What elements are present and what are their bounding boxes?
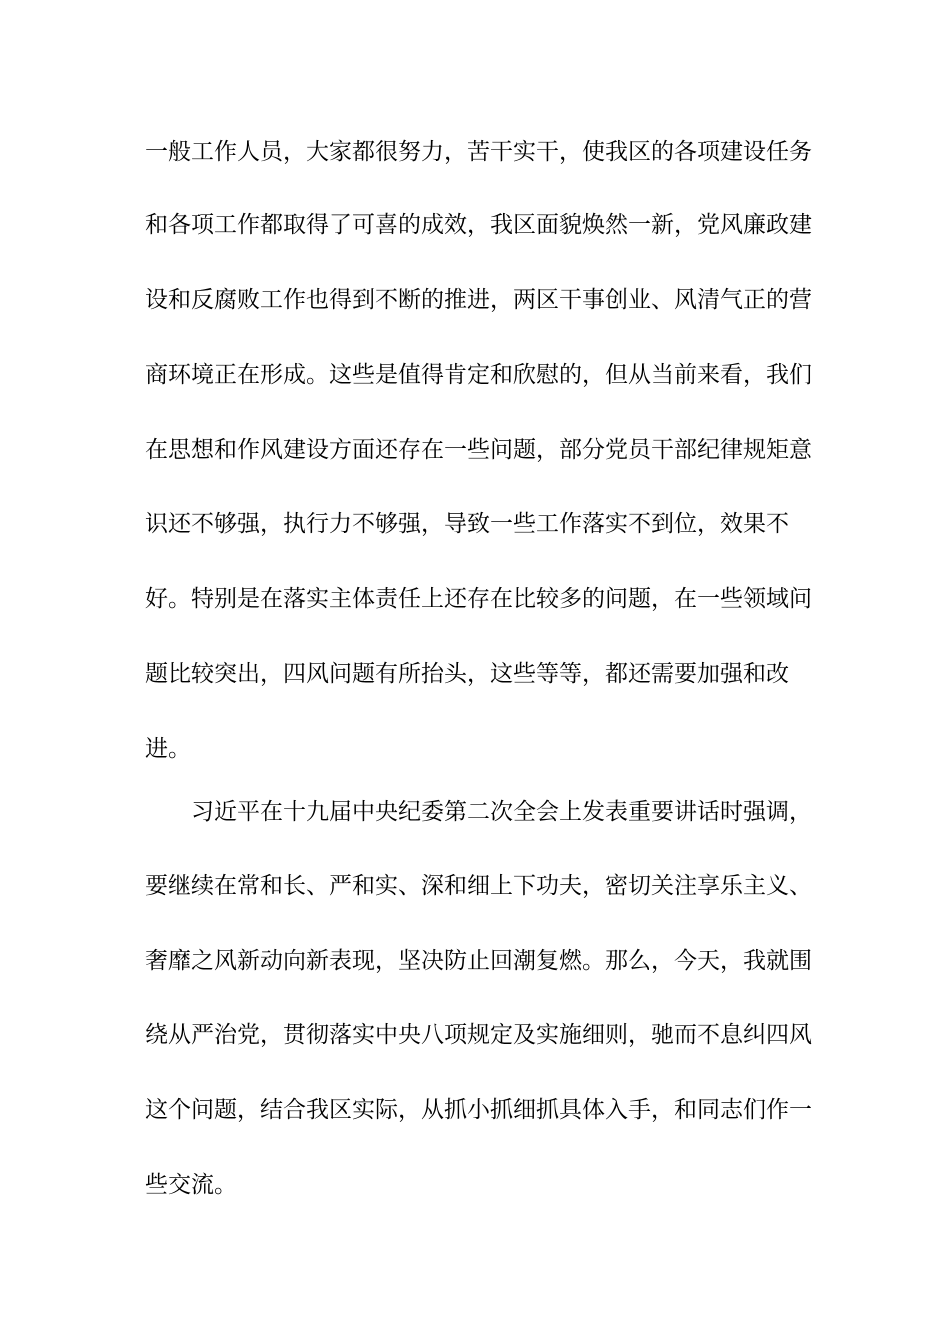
- paragraph-line: 绕从严治党，贯彻落实中央八项规定及实施细则，驰而不息纠四风: [145, 1022, 812, 1048]
- paragraph-line: 在思想和作风建设方面还存在一些问题，部分党员干部纪律规矩意: [145, 437, 812, 463]
- paragraph-line: 一般工作人员，大家都很努力，苦干实干，使我区的各项建设任务: [145, 139, 812, 165]
- paragraph-line: 要继续在常和长、严和实、深和细上下功夫，密切关注享乐主义、: [145, 873, 812, 899]
- paragraph-line: 和各项工作都取得了可喜的成效，我区面貌焕然一新，党风廉政建: [145, 212, 812, 238]
- paragraph-line: 识还不够强，执行力不够强，导致一些工作落实不到位，效果不: [145, 511, 789, 537]
- paragraph-line: 设和反腐败工作也得到不断的推进，两区干事创业、风清气正的营: [145, 287, 812, 313]
- paragraph-line: 题比较突出，四风问题有所抬头，这些等等，都还需要加强和改: [145, 661, 789, 687]
- paragraph-line: 些交流。: [145, 1172, 237, 1198]
- paragraph-line: 好。特别是在落实主体责任上还存在比较多的问题，在一些领域问: [145, 586, 812, 612]
- paragraph-line: 这个问题，结合我区实际，从抓小抓细抓具体入手，和同志们作一: [145, 1097, 812, 1123]
- paragraph-line: 习近平在十九届中央纪委第二次全会上发表重要讲话时强调，: [191, 799, 812, 825]
- paragraph-line: 奢靡之风新动向新表现，坚决防止回潮复燃。那么，今天，我就围: [145, 948, 812, 974]
- paragraph-line: 商环境正在形成。这些是值得肯定和欣慰的，但从当前来看，我们: [145, 362, 812, 388]
- paragraph-line: 进。: [145, 736, 191, 762]
